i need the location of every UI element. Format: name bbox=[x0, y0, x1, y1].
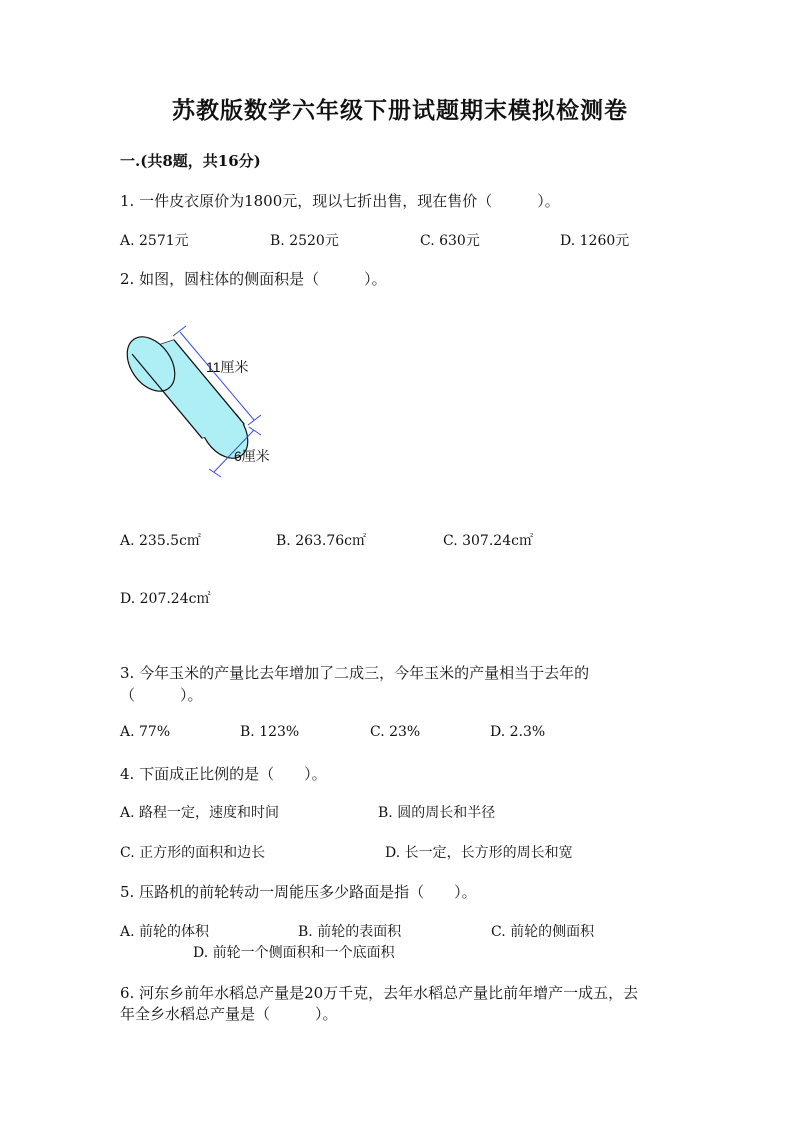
question-1-option-a[interactable]: A. 2571元 bbox=[120, 233, 189, 249]
section-heading: 一.(共8题，共16分) bbox=[120, 152, 261, 170]
question-1-text: 1. 一件皮衣原价为1800元，现以七折出售，现在售价（ ）。 bbox=[120, 192, 560, 210]
length-label: 11厘米 bbox=[206, 359, 249, 375]
question-4-option-c[interactable]: C. 正方形的面积和边长 bbox=[120, 845, 266, 861]
question-3-option-b[interactable]: B. 123% bbox=[240, 724, 300, 740]
question-2-option-d[interactable]: D. 207.24c㎡ bbox=[120, 591, 211, 607]
question-1-option-b[interactable]: B. 2520元 bbox=[270, 233, 339, 249]
question-5-option-c[interactable]: C. 前轮的侧面积 bbox=[491, 924, 595, 940]
question-2-option-a[interactable]: A. 235.5c㎡ bbox=[120, 533, 201, 549]
question-2-option-b[interactable]: B. 263.76c㎡ bbox=[276, 533, 367, 549]
question-2-text: 2. 如图，圆柱体的侧面积是（ ）。 bbox=[120, 270, 387, 288]
question-3-option-d[interactable]: D. 2.3% bbox=[490, 724, 546, 740]
question-3-option-c[interactable]: C. 23% bbox=[370, 724, 421, 740]
cylinder-body bbox=[118, 328, 258, 467]
question-4-option-d[interactable]: D. 长一定，长方形的周长和宽 bbox=[385, 845, 573, 861]
question-5-option-b[interactable]: B. 前轮的表面积 bbox=[298, 924, 402, 940]
diameter-label: 6厘米 bbox=[234, 448, 270, 464]
question-1-option-d[interactable]: D. 1260元 bbox=[560, 233, 630, 249]
question-5-text: 5. 压路机的前轮转动一周能压多少路面是指（ ）。 bbox=[120, 883, 477, 901]
question-3-text-line-1: 3. 今年玉米的产量比去年增加了二成三，今年玉米的产量相当于去年的 bbox=[120, 664, 590, 682]
question-4-option-a[interactable]: A. 路程一定，速度和时间 bbox=[120, 805, 280, 821]
question-6-text-line-2: 年全乡水稻总产量是（ ）。 bbox=[120, 1005, 338, 1023]
question-4-text: 4. 下面成正比例的是（ ）。 bbox=[120, 765, 327, 783]
cylinder-figure bbox=[118, 322, 298, 482]
question-3-text-line-2: （ ）。 bbox=[120, 686, 203, 704]
question-2-option-c[interactable]: C. 307.24c㎡ bbox=[443, 533, 533, 549]
question-5-option-a[interactable]: A. 前轮的体积 bbox=[120, 924, 210, 940]
page-title: 苏教版数学六年级下册试题期末模拟检测卷 bbox=[172, 97, 628, 124]
question-3-option-a[interactable]: A. 77% bbox=[120, 724, 171, 740]
question-1-option-c[interactable]: C. 630元 bbox=[420, 233, 480, 249]
question-5-option-d[interactable]: D. 前轮一个侧面积和一个底面积 bbox=[193, 945, 395, 961]
question-4-option-b[interactable]: B. 圆的周长和半径 bbox=[378, 805, 496, 821]
question-6-text-line-1: 6. 河东乡前年水稻总产量是20万千克，去年水稻总产量比前年增产一成五，去 bbox=[120, 984, 639, 1002]
